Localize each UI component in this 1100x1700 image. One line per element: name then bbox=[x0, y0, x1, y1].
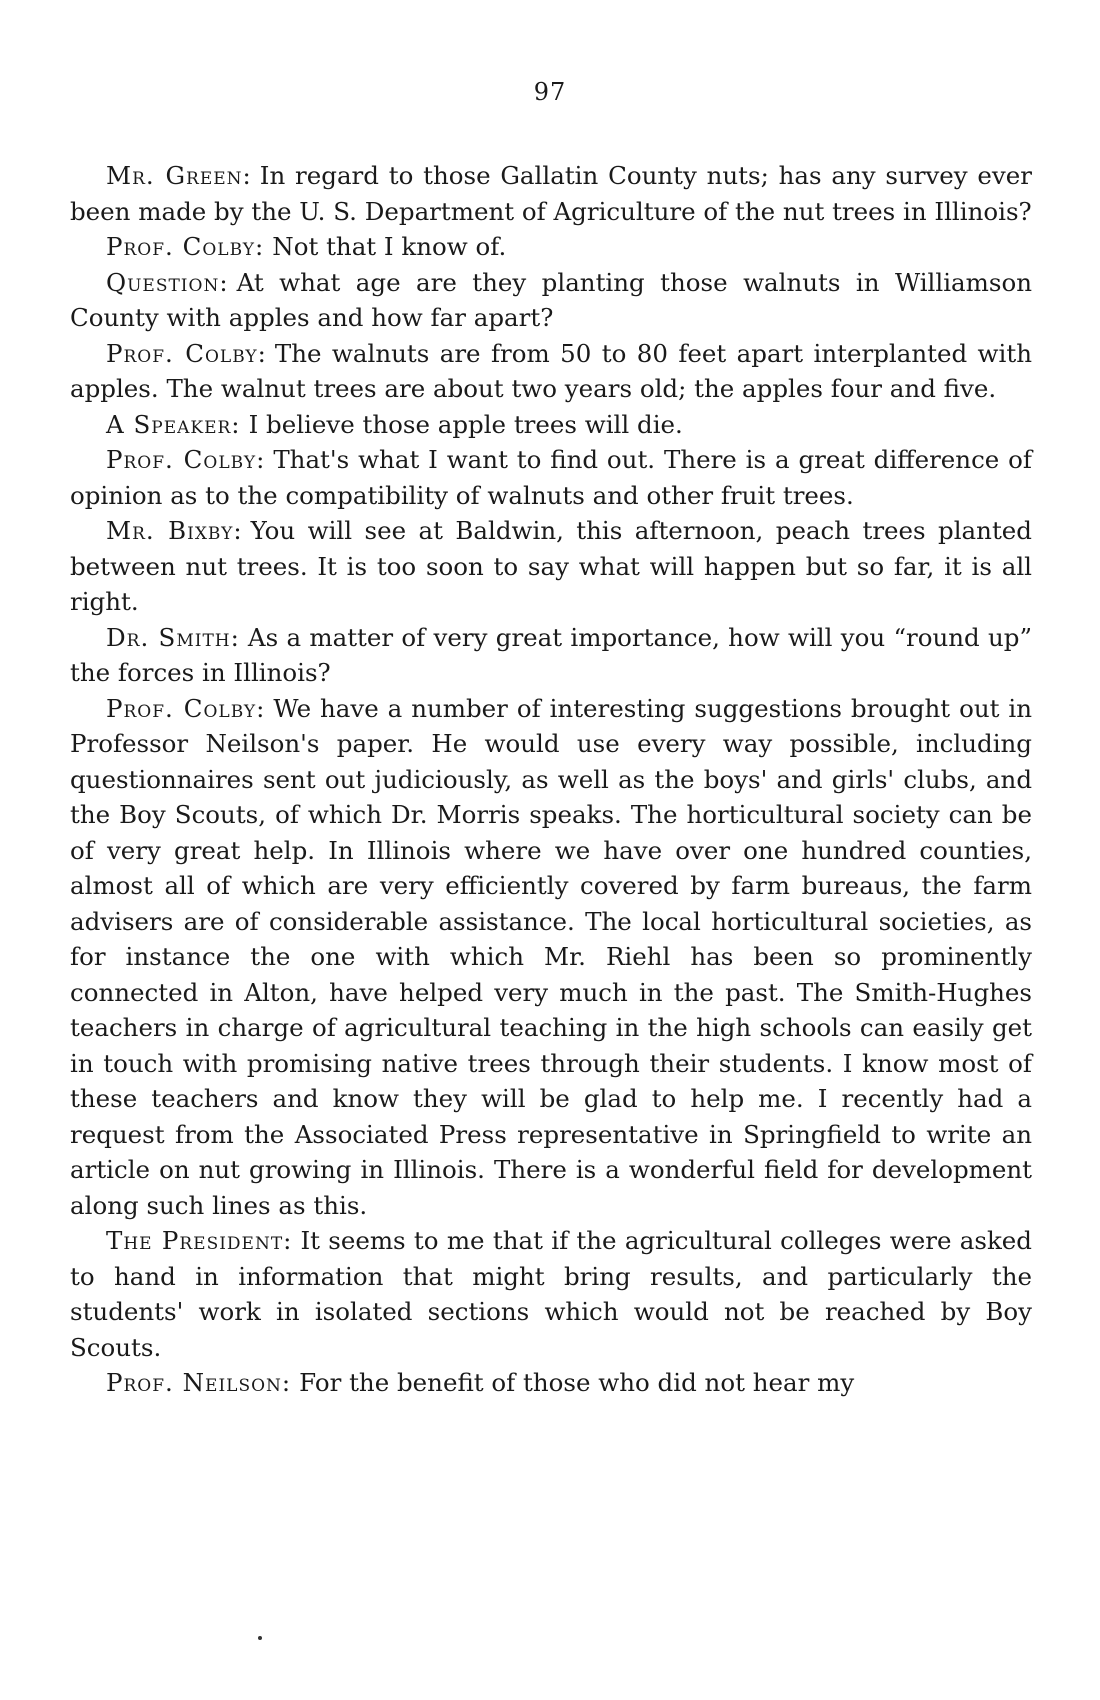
paragraph bbox=[70, 1223, 1032, 1365]
speaker-label: Prof. Colby: bbox=[106, 338, 267, 368]
speaker-label: Prof. Neilson: bbox=[106, 1368, 292, 1397]
paragraph bbox=[70, 229, 1032, 265]
paragraph-text: You will see at Baldwin, this afternoon, peach trees planted between nut trees. It is too soon to say what will happen but so far, it is all right. bbox=[70, 516, 1032, 616]
paragraph-text: That's what I want to find out. There is a great difference of opinion as to the compatibility of walnuts and other fruit trees. bbox=[70, 445, 1032, 510]
speaker-label: Prof. Colby: bbox=[106, 693, 266, 723]
paragraph-text: Not that I know of. bbox=[272, 232, 507, 261]
paragraph bbox=[70, 158, 1032, 229]
paragraph-text: I believe those apple trees will die. bbox=[248, 409, 683, 439]
page-number: 97 bbox=[533, 78, 567, 106]
speaker-label: The President: bbox=[106, 1226, 293, 1255]
paragraph-text: At what age are they planting those walnuts in Williamson County with apples and how far apart? bbox=[70, 267, 1032, 332]
speaker-label: Mr. Bixby: bbox=[106, 516, 243, 545]
paragraph bbox=[70, 1365, 1032, 1401]
speaker-label: Question: bbox=[106, 267, 229, 297]
transcript-body bbox=[70, 158, 1032, 1401]
paragraph-text: We have a number of interesting suggestions brought out in Professor Neilson's paper. He would use every way possible, including questionnaires sent out judiciously, as well as the boys' and girls' clubs, and the Boy Scouts, of which Dr. Morris speaks. The horticultural society can be of very great help. In Illinois where we have over one hundred counties, almost all of which are very efficiently covered by farm bureaus, the farm advisers are of considerable assistance. The local horticultural societies, as for instance the one with which Mr. Riehl has been so prominently connected in Alton, have helped very much in the past. The Smith-Hughes teachers in charge of agricultural teaching in the high schools can easily get in touch with promising native trees through their students. I know most of these teachers and know they will be glad to help me. I recently had a request from the Associated Press representative in Springfield to write an article on nut growing in Illinois. There is a wonderful field for development along such lines as this. bbox=[70, 693, 1032, 1220]
speaker-label: Mr. Green: bbox=[106, 161, 252, 190]
paragraph-text: The walnuts are from 50 to 80 feet apart interplanted with apples. The walnut trees are about two years old; the apples four and five. bbox=[70, 338, 1032, 403]
paragraph-text: In regard to those Gallatin County nuts; has any survey ever been made by the U. S. Department of Agriculture of the nut trees in Illinois? bbox=[70, 161, 1032, 226]
speaker-label: Dr. Smith: bbox=[106, 622, 240, 652]
paragraph-text: As a matter of very great importance, how will you “round up” the forces in Illinois? bbox=[70, 622, 1033, 687]
speaker-label: Prof. Colby: bbox=[106, 445, 266, 474]
paragraph bbox=[70, 620, 1032, 691]
paragraph bbox=[70, 265, 1032, 336]
speaker-label: A Speaker: bbox=[106, 409, 241, 439]
paragraph-text: It seems to me that if the agricultural colleges were asked to hand in information that might bring results, and particularly the students' work in isolated sections which would not be reached by Boy Scouts. bbox=[70, 1226, 1032, 1362]
paragraph bbox=[70, 407, 1032, 443]
paragraph-text: For the benefit of those who did not hear my bbox=[299, 1368, 855, 1397]
speaker-label: Prof. Colby: bbox=[106, 232, 265, 261]
paragraph bbox=[70, 336, 1032, 407]
paragraph bbox=[70, 691, 1032, 1224]
paragraph bbox=[70, 442, 1032, 513]
scan-speck bbox=[258, 1636, 262, 1640]
paragraph bbox=[70, 513, 1032, 620]
